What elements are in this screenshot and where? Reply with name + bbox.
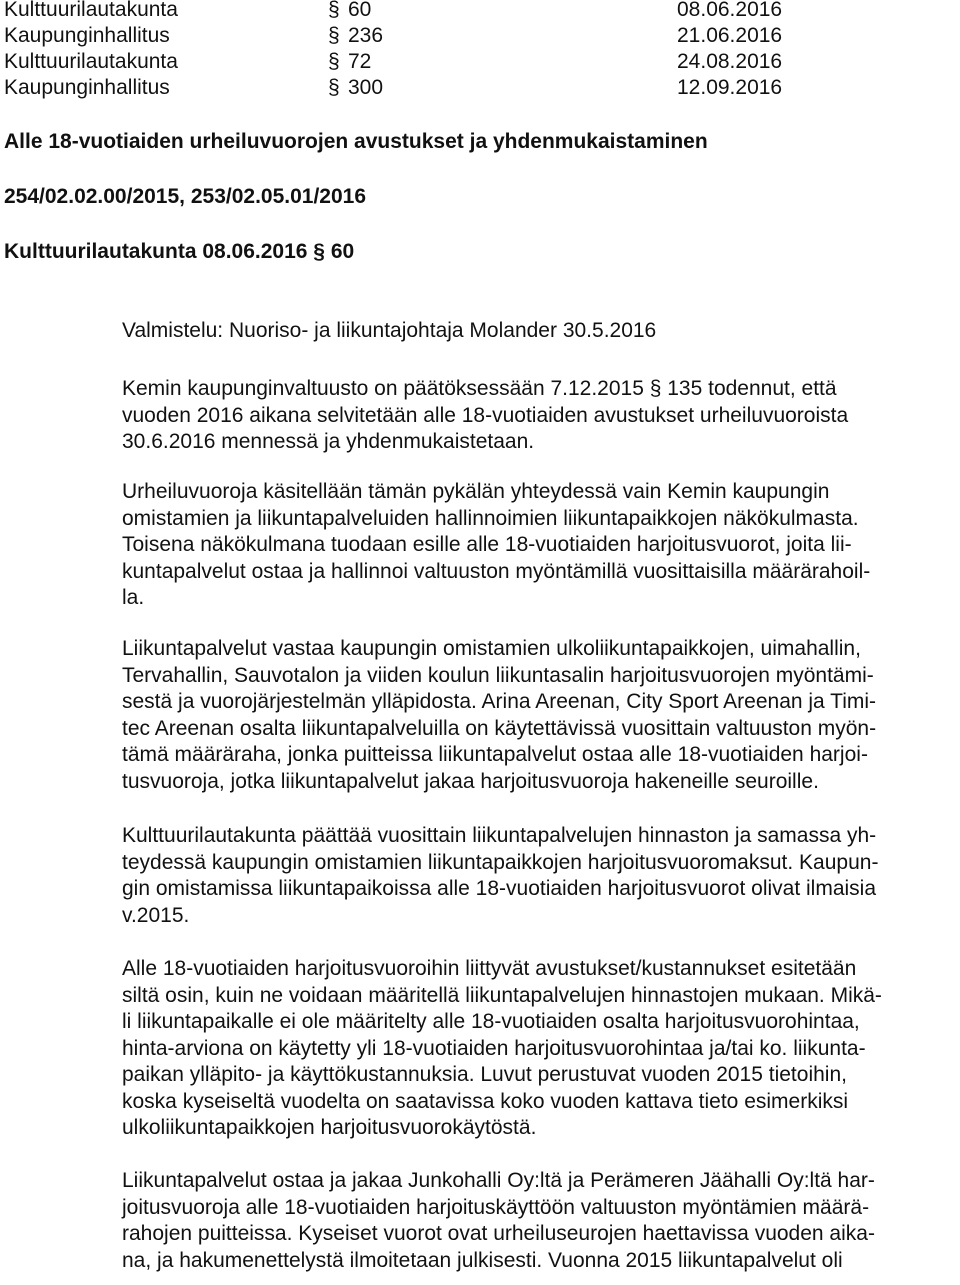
- paragraph-line: Liikuntapalvelut ostaa ja jakaa Junkohalli Oy:ltä ja Perämeren Jäähalli Oy:ltä har-: [122, 1169, 875, 1192]
- paragraph-line: 30.6.2016 mennessä ja yhdenmukaistetaan.: [122, 430, 535, 453]
- history-number: 236: [348, 24, 384, 47]
- meeting-number: 60: [330, 240, 355, 263]
- paragraph-line: tusvuoroja, jotka liikuntapalvelut jakaa harjoitusvuoroja hakeneille seuroille.: [122, 769, 819, 793]
- paragraph-line: Kemin kaupunginvaltuusto on päätöksessään 7.12.2015 § 135 todennut, että: [122, 377, 837, 400]
- meeting-heading: [4, 238, 354, 266]
- history-row: [4, 49, 960, 75]
- paragraph-line: Kulttuurilautakunta päättää vuosittain liikuntapalvelujen hinnaston ja samassa yh-: [122, 824, 877, 847]
- paragraph-line: paikan ylläpito- ja käyttökustannuksia. Luvut perustuvat vuoden 2015 tietoihin,: [122, 1063, 847, 1086]
- paragraph: [122, 376, 952, 456]
- history-row: [4, 75, 960, 101]
- paragraph-line: koska kyseiseltä vuodelta on saatavissa koko vuoden kattava tieto esimerkiksi: [122, 1089, 849, 1113]
- section-sign: §: [313, 240, 325, 263]
- history-body: Kulttuurilautakunta: [4, 0, 178, 21]
- section-sign: §: [328, 0, 340, 21]
- document-title: Alle 18-vuotiaiden urheiluvuorojen avustukset ja yhdenmukaistaminen: [4, 130, 708, 153]
- history-date: 21.06.2016: [677, 24, 783, 47]
- history-number: 72: [348, 50, 372, 73]
- paragraph: [122, 479, 952, 612]
- decision-history: [4, 0, 960, 101]
- history-number: 60: [348, 0, 372, 21]
- paragraph-line: na, ja hakumenettelystä ilmoitetaan julkisesti. Vuonna 2015 liikuntapalvelut oli: [122, 1248, 843, 1272]
- section-sign: §: [328, 50, 340, 73]
- paragraph-line: Tervahallin, Sauvotalon ja viiden koulun liikuntasalin harjoitusvuorojen myöntämi-: [122, 663, 874, 687]
- paragraph-line: Urheiluvuoroja käsitellään tämän pykälän yhteydessä vain Kemin kaupungin: [122, 480, 830, 503]
- paragraph: [122, 636, 952, 795]
- paragraph-line: kuntapalvelut ostaa ja hallinnoi valtuuston myöntämillä vuosittaisilla määrärahoil-: [122, 559, 871, 583]
- history-date: 08.06.2016: [677, 0, 783, 21]
- history-number: 300: [348, 76, 384, 99]
- history-body: Kulttuurilautakunta: [4, 50, 178, 73]
- paragraph-line: Toisena näkökulmana tuodaan esille alle 18-vuotiaiden harjoitusvuorot, joita lii-: [122, 533, 852, 556]
- paragraph-line: tec Areenan osalta liikuntapalveluilla on käytettävissä vuosittain valtuuston myön-: [122, 716, 877, 740]
- paragraph-line: vuoden 2016 aikana selvitetään alle 18-vuotiaiden avustukset urheiluvuoroista: [122, 403, 849, 427]
- paragraph: [122, 823, 952, 929]
- paragraph: [122, 1168, 952, 1274]
- paragraph-line: Valmistelu: Nuoriso- ja liikuntajohtaja Molander 30.5.2016: [122, 319, 657, 342]
- paragraph-line: gin omistamissa liikuntapaikoissa alle 18-vuotiaiden harjoitusvuorot olivat ilmaisia: [122, 877, 877, 900]
- meeting-text: Kulttuurilautakunta 08.06.2016: [4, 240, 308, 263]
- history-date: 12.09.2016: [677, 76, 783, 99]
- paragraph: [122, 318, 952, 345]
- paragraph-line: teydessä kaupungin omistamien liikuntapaikkojen harjoitusvuoromaksut. Kaupun-: [122, 850, 879, 874]
- section-sign: §: [328, 76, 340, 99]
- paragraph-line: ulkoliikuntapaikkojen harjoitusvuorokäytöstä.: [122, 1116, 537, 1139]
- reference-numbers: 254/02.02.00/2015, 253/02.05.01/2016: [4, 185, 367, 208]
- history-date: 24.08.2016: [677, 50, 783, 73]
- paragraph-line: la.: [122, 586, 145, 609]
- history-row: [4, 0, 960, 23]
- history-body: Kaupunginhallitus: [4, 24, 170, 47]
- paragraph-line: siltä osin, kuin ne voidaan määritellä liikuntapalvelujen hinnastojen mukaan. Mikä-: [122, 983, 882, 1007]
- paragraph-line: omistamien ja liikuntapalveluiden hallinnoimien liikuntapaikkojen näkökulmasta.: [122, 506, 859, 530]
- paragraph-line: v.2015.: [122, 903, 190, 927]
- paragraph-line: rahojen puitteissa. Kyseiset vuorot ovat urheiluseurojen haettavissa vuoden aika-: [122, 1222, 875, 1245]
- paragraph-line: sestä ja vuorojärjestelmän ylläpidosta. Arina Areenan, City Sport Areenan ja Timi-: [122, 690, 877, 713]
- paragraph-line: joitusvuoroja alle 18-vuotiaiden harjoituskäyttöön valtuuston myöntämien määrä-: [122, 1195, 870, 1219]
- paragraph-line: Liikuntapalvelut vastaa kaupungin omistamien ulkoliikuntapaikkojen, uimahallin,: [122, 637, 861, 660]
- section-sign: §: [328, 24, 340, 47]
- history-row: [4, 23, 960, 49]
- paragraph: [122, 956, 952, 1142]
- paragraph-line: Alle 18-vuotiaiden harjoitusvuoroihin liittyvät avustukset/kustannukset esitetään: [122, 957, 857, 980]
- history-body: Kaupunginhallitus: [4, 76, 170, 99]
- paragraph-line: li liikuntapaikalle ei ole määritelty alle 18-vuotiaiden osalta harjoitusvuorohintaa,: [122, 1010, 860, 1033]
- paragraph-line: hinta-arviona on käytetty yli 18-vuotiaiden harjoitusvuorohintaa ja/tai ko. liikunta-: [122, 1036, 866, 1060]
- paragraph-line: tämä määräraha, jonka puitteissa liikuntapalvelut ostaa alle 18-vuotiaiden harjoi-: [122, 743, 868, 766]
